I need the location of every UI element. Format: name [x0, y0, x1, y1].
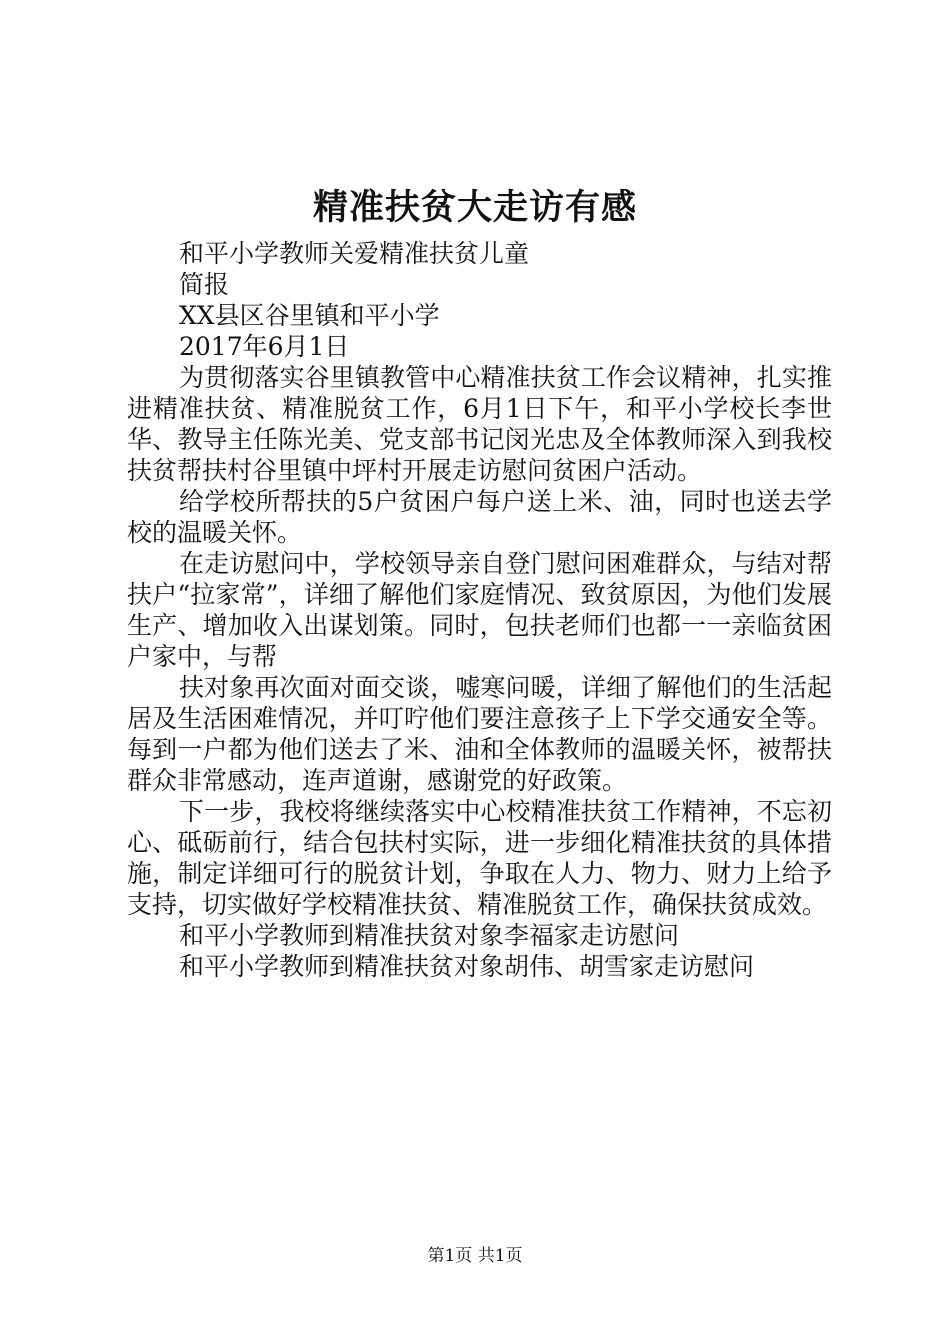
paragraph-4: 扶对象再次面对面交谈，嘘寒问暖，详细了解他们的生活起居及生活困难情况，并叮咛他们要注意孩子上下学交通安全等。每到一户都为他们送去了米、油和全体教师的温暖关怀，被帮扶群众非常感动，连声道谢，感谢党的好政策。: [127, 673, 832, 795]
paragraph-5: 下一步，我校将继续落实中心校精准扶贫工作精神，不忘初心、砥砺前行，结合包扶村实际，进一步细化精准扶贫的具体措施，制定详细可行的脱贫计划，争取在人力、物力、财力上给予支持，切实做好学校精准扶贫、精准脱贫工作，确保扶贫成效。: [127, 797, 832, 919]
document-title: 精准扶贫大走访有感: [312, 187, 637, 228]
document-body: [127, 238, 832, 982]
header-line-date: 2017年6月1日: [179, 332, 350, 361]
header-line-school: XX县区谷里镇和平小学: [179, 301, 440, 330]
paragraph-1: 为贯彻落实谷里镇教管中心精准扶贫工作会议精神，扎实推进精准扶贫、精准脱贫工作，6月1日下午，和平小学校长李世华、教导主任陈光美、党支部书记闵光忠及全体教师深入到我校扶贫帮扶村谷里镇中坪村开展走访慰问贫困户活动。: [127, 363, 832, 485]
photo-caption-1: 和平小学教师到精准扶贫对象李福家走访慰问: [179, 921, 680, 950]
photo-caption-2: 和平小学教师到精准扶贫对象胡伟、胡雪家走访慰问: [179, 952, 755, 981]
paragraph-3: 在走访慰问中，学校领导亲自登门慰问困难群众，与结对帮扶户“拉家常”，详细了解他们家庭情况、致贫原因，为他们发展生产、增加收入出谋划策。同时，包扶老师们也都一一亲临贫困户家中，与帮: [127, 549, 832, 671]
header-line-subject: 和平小学教师关爱精准扶贫儿童: [179, 239, 530, 268]
page-number-footer: 第1页 共1页: [427, 1246, 523, 1266]
paragraph-2: 给学校所帮扶的5户贫困户每户送上米、油，同时也送去学校的温暖关怀。: [127, 487, 832, 547]
header-line-type: 简报: [179, 270, 230, 299]
